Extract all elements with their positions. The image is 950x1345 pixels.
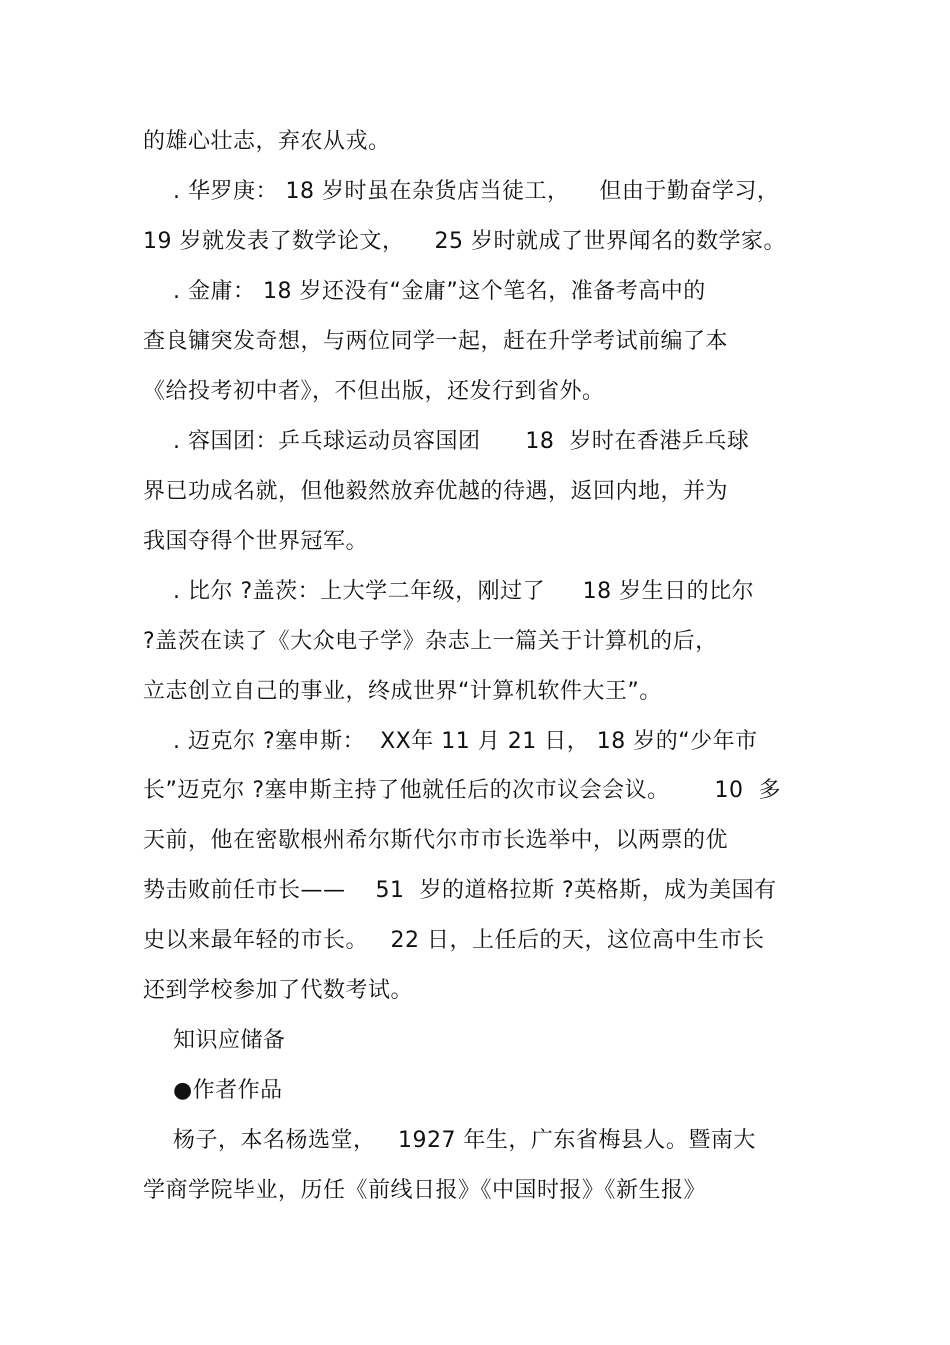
- text-line: 立志创立自己的事业，终成世界“计算机软件大王”。: [143, 679, 662, 704]
- text-line: 长”迈克尔 ?塞申斯主持了他就任后的次市议会会议。 10 多: [143, 778, 782, 803]
- text-line: . 金庸： 18 岁还没有“金庸”这个笔名，准备考高中的: [143, 279, 706, 304]
- text-line: 势击败前任市长—— 51 岁的道格拉斯 ?英格斯，成为美国有: [143, 878, 777, 903]
- text-line: 天前，他在密歇根州希尔斯代尔市市长选举中，以两票的优: [143, 828, 729, 853]
- text-line: 的雄心壮志，弃农从戎。: [143, 129, 391, 154]
- text-line: 杨子，本名杨选堂， 1927 年生，广东省梅县人。暨南大: [143, 1128, 756, 1153]
- section-heading: 知识应储备: [143, 1028, 286, 1053]
- text-line: 查良镛突发奇想，与两位同学一起，赶在升学考试前编了本: [143, 329, 729, 354]
- text-line: 学商学院毕业，历任《前线日报》《中国时报》《新生报》: [143, 1178, 707, 1203]
- subsection-heading: ●作者作品: [143, 1078, 283, 1103]
- text-line: . 比尔 ?盖茨：上大学二年级，刚过了 18 岁生日的比尔: [143, 579, 755, 604]
- text-line: 19 岁就发表了数学论文， 25 岁时就成了世界闻名的数学家。: [143, 229, 786, 254]
- text-line: . 华罗庚： 18 岁时虽在杂货店当徒工， 但由于勤奋学习，: [143, 179, 780, 204]
- text-line: . 迈克尔 ?塞申斯： XX年 11 月 21 日， 18 岁的“少年市: [143, 729, 758, 754]
- text-line: 《给投考初中者》，不但出版，还发行到省外。: [143, 379, 605, 404]
- text-line: 我国夺得个世界冠军。: [143, 529, 369, 554]
- text-line: 界已功成名就，但他毅然放弃优越的待遇，返回内地，并为: [143, 479, 729, 504]
- text-line: 还到学校参加了代数考试。: [143, 978, 414, 1003]
- text-line: . 容国团：乒乓球运动员容国团 18 岁时在香港乒乓球: [143, 429, 750, 454]
- text-line: 史以来最年轻的市长。 22 日，上任后的天，这位高中生市长: [143, 928, 765, 953]
- text-line: ?盖茨在读了《大众电子学》杂志上一篇关于计算机的后，: [143, 629, 718, 654]
